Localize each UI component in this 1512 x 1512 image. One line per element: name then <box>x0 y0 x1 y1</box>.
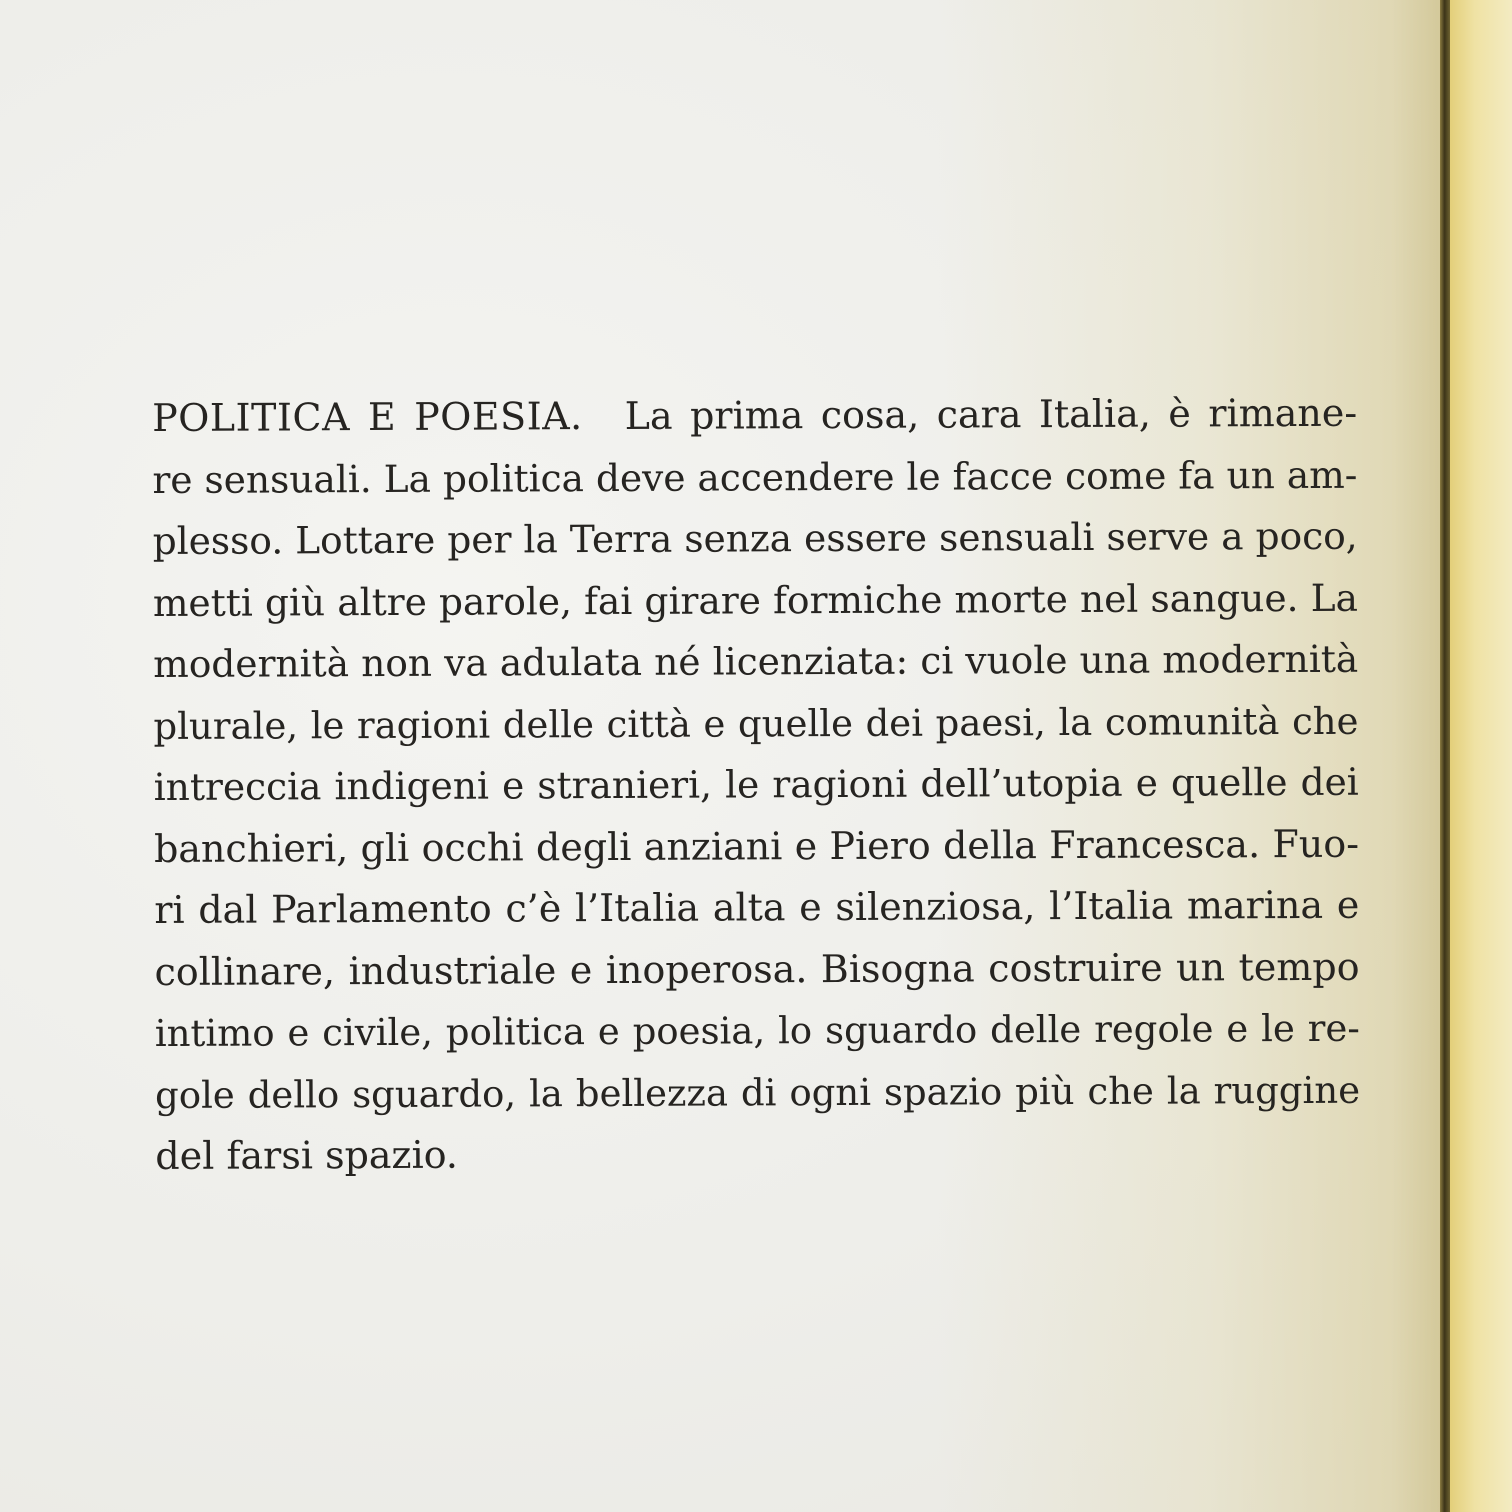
text-line-5: modernità non va adulata né licenziata: ci vuole una modernità <box>153 636 1359 686</box>
text-line-11: intimo e civile, politica e poesia, lo sguardo delle regole e le re- <box>154 1006 1360 1055</box>
text-line-13: del farsi spazio. <box>155 1132 459 1178</box>
text-line-2: re sensuali. La politica deve accendere le facce come fa un am- <box>152 452 1358 502</box>
section-heading: POLITICA E POESIA. <box>152 394 583 440</box>
text-line-10: collinare, industriale e inoperosa. Bisogna costruire un tempo <box>154 944 1360 994</box>
text-line-9: ri dal Parlamento c’è l’Italia alta e silenziosa, l’Italia marina e <box>154 882 1360 932</box>
book-gutter <box>1440 0 1450 1512</box>
text-line-4: metti giù altre parole, fai girare formiche morte nel sangue. La <box>152 575 1359 625</box>
text-line-1 <box>152 383 1357 450</box>
text-line-7: intreccia indigeni e stranieri, le ragioni dell’utopia e quelle dei <box>153 759 1359 809</box>
text-line-3: plesso. Lottare per la Terra senza essere sensuali serve a poco, <box>152 513 1358 563</box>
facing-page-edge <box>1450 0 1512 1512</box>
text-line-8: banchieri, gli occhi degli anziani e Piero della Francesca. Fuo- <box>153 821 1360 871</box>
paragraph <box>152 383 1360 1188</box>
line-text: La prima cosa, cara Italia, è rimane- <box>624 390 1358 438</box>
text-line-12: gole dello sguardo, la bellezza di ogni spazio più che la ruggine <box>154 1068 1361 1117</box>
text-line-6: plurale, le ragioni delle città e quelle dei paesi, la comunità che <box>153 699 1359 748</box>
